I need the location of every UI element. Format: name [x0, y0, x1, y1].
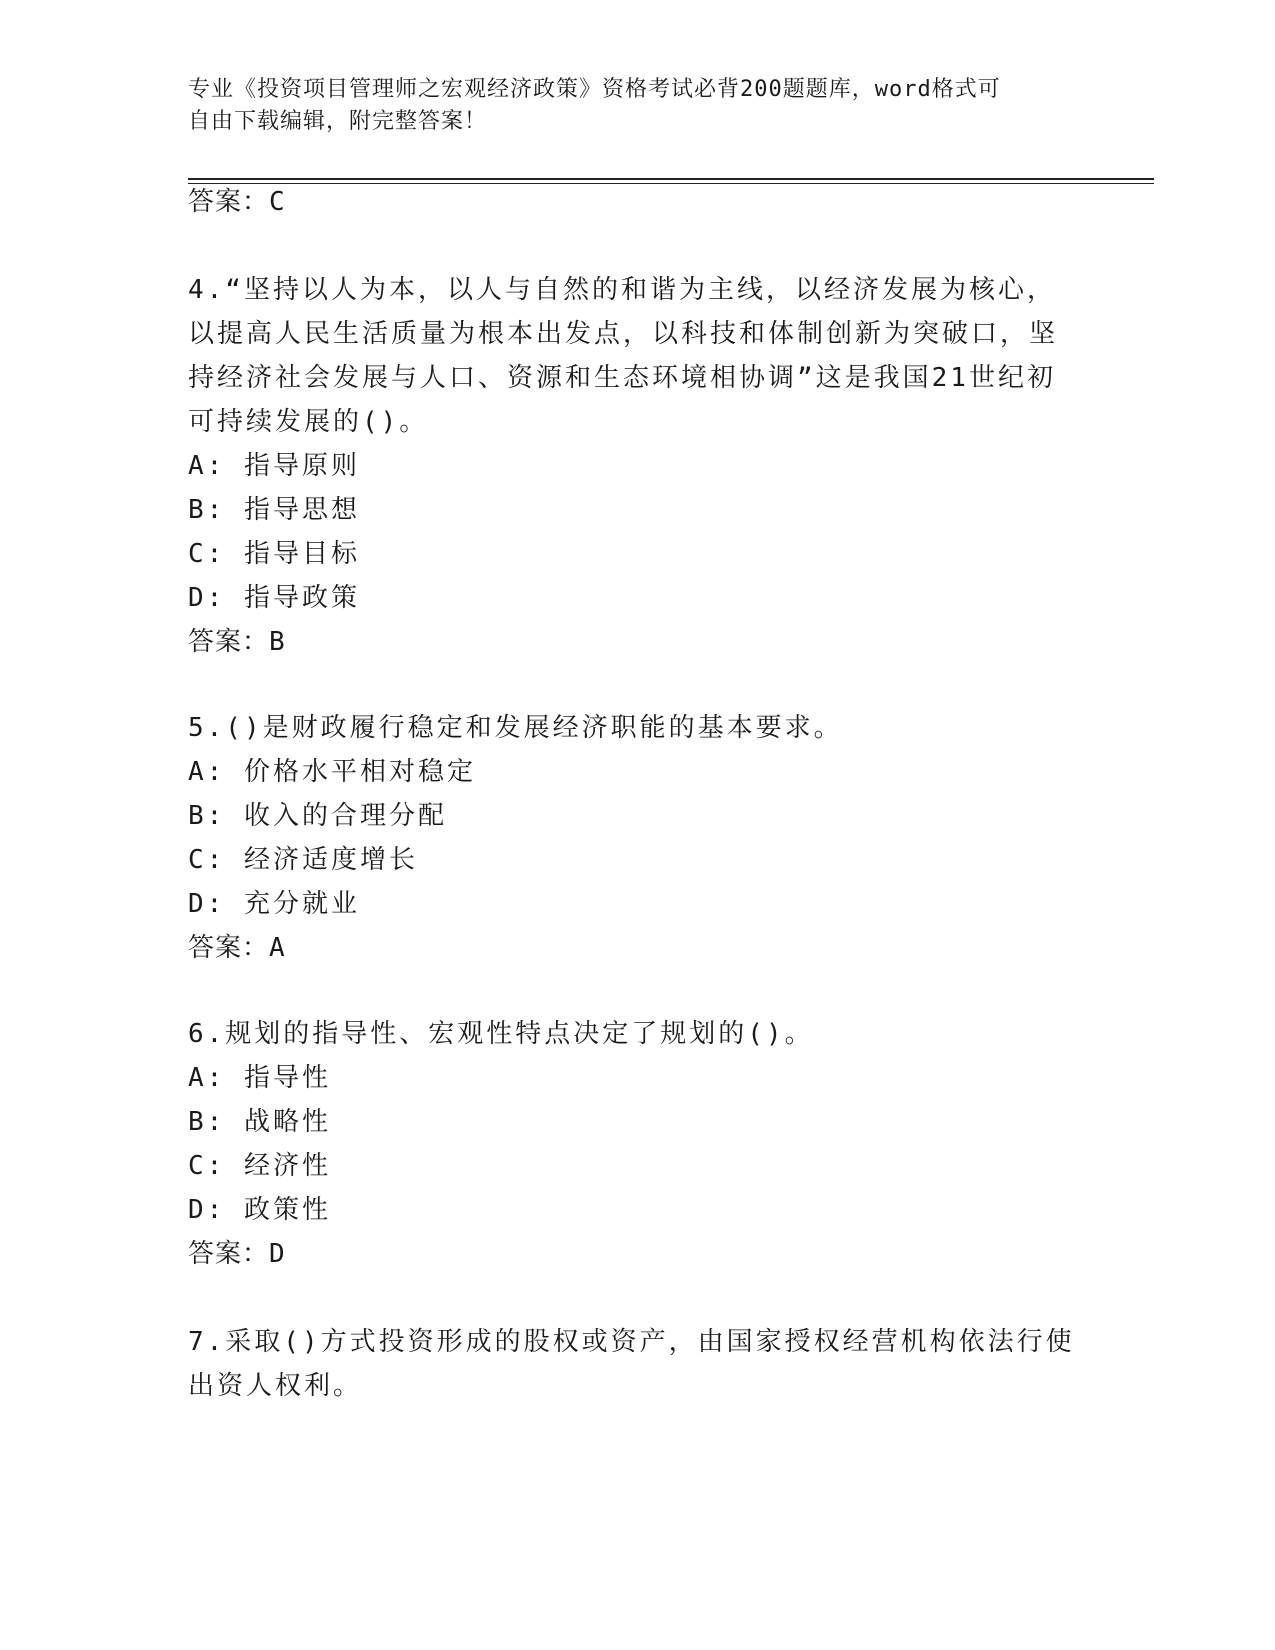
document-header: [188, 74, 1068, 138]
question-4-text-line-1: 4.“坚持以人为本，以人与自然的和谐为主线，以经济发展为核心，: [188, 275, 1056, 305]
question-4-option-d: D: 指导政策: [188, 583, 360, 613]
question-6-option-c: C: 经济性: [188, 1151, 331, 1181]
question-5-option-d: D: 充分就业: [188, 889, 360, 919]
question-7-text-line-2: 出资人权利。: [188, 1371, 363, 1401]
question-5-option-c: C: 经济适度增长: [188, 845, 418, 875]
header-title-line-1: 专业《投资项目管理师之宏观经济政策》资格考试必背200题题库，word格式可: [188, 77, 1001, 102]
question-5-text-line-1: 5.()是财政履行稳定和发展经济职能的基本要求。: [188, 713, 843, 743]
question-7-text-line-1: 7.采取()方式投资形成的股权或资产，由国家授权经营机构依法行使: [188, 1327, 1075, 1357]
header-divider-thin: [188, 183, 1154, 184]
question-4-text-line-4: 可持续发展的()。: [188, 407, 429, 437]
question-5-answer: 答案：A: [188, 933, 286, 963]
question-4-text-line-3: 持经济社会发展与人口、资源和生态环境相协调”这是我国21世纪初: [188, 363, 1056, 393]
question-4-answer: 答案：B: [188, 627, 286, 657]
header-divider-thick: [188, 178, 1154, 180]
question-6-answer: 答案：D: [188, 1239, 286, 1269]
question-6-option-a: A: 指导性: [188, 1063, 331, 1093]
question-5-option-a: A: 价格水平相对稳定: [188, 757, 476, 787]
question-4-option-b: B: 指导思想: [188, 495, 360, 525]
header-title-line-2: 自由下载编辑，附完整答案！: [188, 109, 488, 134]
question-4-option-a: A: 指导原则: [188, 451, 360, 481]
question-4-option-c: C: 指导目标: [188, 539, 360, 569]
answer-line: 答案：C: [188, 187, 286, 217]
question-6-text-line-1: 6.规划的指导性、宏观性特点决定了规划的()。: [188, 1019, 814, 1049]
question-5-option-b: B: 收入的合理分配: [188, 801, 447, 831]
question-4-text-line-2: 以提高人民生活质量为根本出发点，以科技和体制创新为突破口，坚: [188, 319, 1059, 349]
question-6-option-b: B: 战略性: [188, 1107, 331, 1137]
question-6-option-d: D: 政策性: [188, 1195, 331, 1225]
